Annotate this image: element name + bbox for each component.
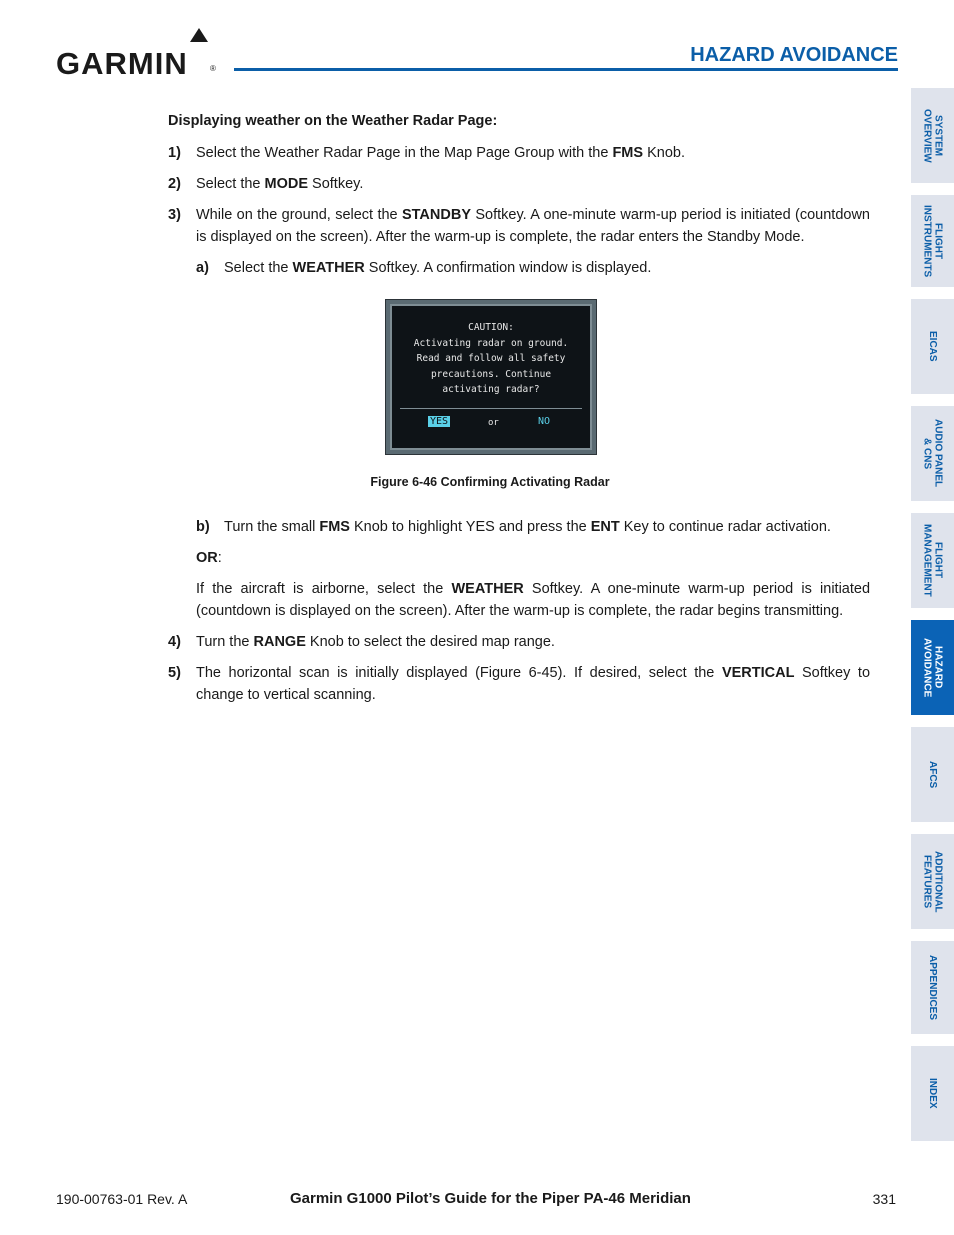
or-label: or (488, 418, 499, 428)
caution-dialog-screen (390, 304, 592, 450)
tab-audio-panel-cns[interactable]: AUDIO PANEL & CNS (911, 406, 954, 501)
or-label-line: OR: (196, 550, 222, 566)
tab-afcs[interactable]: AFCS (911, 727, 954, 822)
logo-text: GARMIN (56, 46, 188, 81)
step-5: 5) The horizontal scan is initially displayed (Figure 6-45). If desired, select the VERTICAL Softkey to change to vertical scanning. (168, 665, 871, 703)
registered-mark: ® (210, 64, 216, 73)
tab-index[interactable]: INDEX (911, 1046, 954, 1141)
caution-message: CAUTION: Activating radar on ground. Read and follow all safety precautions. Continue activating radar? (413, 322, 569, 395)
caution-dialog-figure (385, 299, 597, 455)
step-3b: b) Turn the small FMS Knob to highlight YES and press the ENT Key to continue radar activation. (196, 519, 831, 535)
procedure-text (168, 110, 870, 288)
garmin-delta-icon (190, 28, 208, 42)
dialog-divider (400, 408, 582, 409)
tab-flight-instruments[interactable]: FLIGHT INSTRUMENTS (911, 195, 954, 287)
procedure-text-continued (168, 516, 870, 715)
tab-eicas[interactable]: EICAS (911, 299, 954, 394)
tab-system-overview[interactable]: SYSTEM OVERVIEW (911, 88, 954, 183)
step-2: 2) Select the MODE Softkey. (168, 176, 364, 192)
tab-flight-management[interactable]: FLIGHT MANAGEMENT (911, 513, 954, 608)
document-number: 190-00763-01 Rev. A (56, 1191, 188, 1207)
header-divider (234, 68, 898, 71)
procedure-heading: Displaying weather on the Weather Radar Page: (168, 113, 498, 129)
tab-appendices[interactable]: APPENDICES (911, 941, 954, 1034)
section-title: HAZARD AVOIDANCE (690, 44, 898, 66)
step-1: 1) Select the Weather Radar Page in the Map Page Group with the FMS Knob. (168, 145, 685, 161)
document-title: Garmin G1000 Pilot’s Guide for the Piper PA-46 Meridian (290, 1190, 691, 1207)
step-4: 4) Turn the RANGE Knob to select the desired map range. (168, 634, 555, 650)
figure-caption: Figure 6-46 Confirming Activating Radar (370, 475, 610, 489)
step-3: 3) While on the ground, select the STANDBY Softkey. A one-minute warm-up period is initiated (countdown is displayed on the screen). After the warm-up is complete, the radar enters the Standby Mode. (168, 207, 870, 245)
garmin-logo (56, 28, 220, 81)
no-option: NO (538, 416, 551, 427)
airborne-paragraph: If the aircraft is airborne, select the WEATHER Softkey. A one-minute warm-up period is initiated (countdown is displayed on the screen). After the warm-up is complete, the radar begins transmitting. (196, 581, 871, 619)
yes-option: YES (430, 416, 449, 427)
step-3a: a) Select the WEATHER Softkey. A confirmation window is displayed. (196, 260, 652, 276)
tab-hazard-avoidance[interactable]: HAZARD AVOIDANCE (911, 620, 954, 715)
tab-additional-features[interactable]: ADDITIONAL FEATURES (911, 834, 954, 929)
page-number: 331 (872, 1191, 896, 1207)
